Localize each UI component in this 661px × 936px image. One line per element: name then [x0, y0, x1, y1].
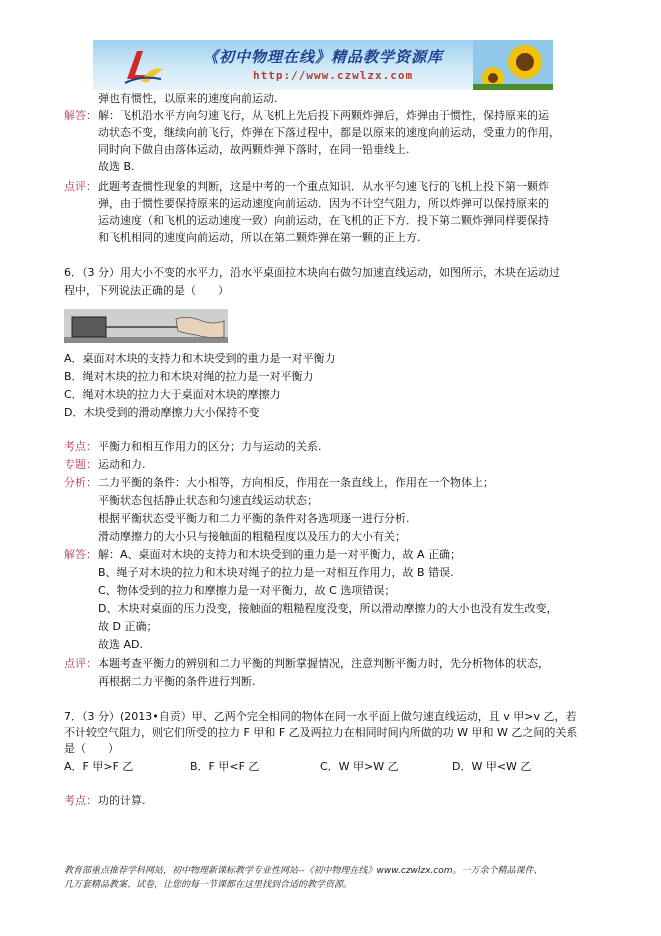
q5-review-line: 和飞机相同的速度向前运动，所以在第二颗炸弹在第一颗的正上方. — [98, 231, 421, 244]
q6-jieda-line: C、物体受到的拉力和摩擦力是一对平衡力，故 C 选项错误； — [98, 584, 396, 597]
footer-line: 教育部重点推荐学科网站，初中物理新课标教学专业性网站--《初中物理在线》www.czwlzx.com。一万余个精品课件、 — [64, 866, 543, 876]
q7-option-a: A．F 甲>F 乙 — [64, 760, 134, 773]
banner-url[interactable]: http://www.czwlzx.com — [253, 69, 414, 82]
header-banner — [93, 40, 553, 90]
q6-kaodian: 平衡力和相互作用力的区分；力与运动的关系. — [98, 440, 322, 453]
q5-review-label: 点评： — [64, 180, 97, 193]
q6-fenxi-label: 分析： — [64, 476, 97, 489]
q5-review-line: 弹，由于惯性要保持原来的运动速度向前运动．因为不计空气阻力，所以炸弹可以保持原来的 — [98, 197, 549, 210]
q7-option-d: D．W 甲<W 乙 — [452, 760, 532, 773]
q6-jieda-line: D、木块对桌面的压力没变，接触面的粗糙程度没变，所以滑动摩擦力的大小也没有发生改变， — [98, 602, 558, 615]
q5-answer-line: 解：飞机沿水平方向匀速飞行，从飞机上先后投下两颗炸弹后，炸弹由于惯性，保持原来的运 — [98, 109, 549, 122]
q5-answer-line: 同时向下做自由落体运动，故两颗炸弹下落时，在同一铅垂线上. — [98, 143, 410, 156]
q6-fenxi-line: 根据平衡状态受平衡力和二力平衡的条件对各选项逐一进行分析. — [98, 512, 410, 525]
q6-jieda-line: 故选 AD. — [98, 638, 143, 651]
q6-kaodian-label: 考点： — [64, 440, 97, 453]
q6-jieda-line: 故 D 正确； — [98, 620, 158, 633]
q5-review-line: 运动速度（和飞机的运动速度一致）向前运动，在飞机的正下方．投下第二颗炸弹同样要保持 — [98, 214, 549, 227]
q5-answer-line: 动状态不变，继续向前飞行，炸弹在下落过程中，都是以原来的速度向前运动，受重力的作用， — [98, 126, 560, 139]
q6-dianping-line: 再根据二力平衡的条件进行判断. — [98, 675, 256, 688]
site-logo-icon — [121, 45, 165, 85]
pulling-block-figure — [64, 309, 228, 343]
q6-stem-line: 6．（3 分）用大小不变的水平力，沿水平桌面拉木块向右做匀加速直线运动，如图所示，木块在运动过 — [64, 266, 560, 279]
q7-kaodian: 功的计算. — [98, 794, 146, 807]
q6-zhuanti: 运动和力. — [98, 458, 146, 471]
q6-option-a: A．桌面对木块的支持力和木块受到的重力是一对平衡力 — [64, 352, 336, 365]
q7-stem-line: 不计较空气阻力，则它们所受的拉力 F 甲和 F 乙及两拉力在相同时间内所做的功 W 甲和 W 乙之间的关系 — [64, 726, 578, 739]
q6-zhuanti-label: 专题： — [64, 458, 97, 471]
q5-answer-line: 故选 B. — [98, 160, 135, 173]
q7-kaodian-label: 考点： — [64, 794, 97, 807]
q6-jieda-line: 解：A、桌面对木块的支持力和木块受到的重力是一对平衡力，故 A 正确； — [98, 548, 462, 561]
q6-jieda-line: B、绳子对木块的拉力和木块对绳子的拉力是一对相互作用力，故 B 错误. — [98, 566, 454, 579]
q6-option-d: D．木块受到的滑动摩擦力大小保持不变 — [64, 406, 260, 419]
q6-dianping-label: 点评： — [64, 657, 97, 670]
sunflower-icon — [473, 40, 553, 90]
q6-fenxi-line: 平衡状态包括静止状态和匀速直线运动状态； — [98, 494, 318, 507]
q7-option-b: B．F 甲<F 乙 — [190, 760, 260, 773]
q5-answer-label: 解答： — [64, 109, 97, 122]
q7-stem-line: 是（ ） — [64, 742, 119, 755]
q6-option-b: B．绳对木块的拉力和木块对绳的拉力是一对平衡力 — [64, 370, 314, 383]
q7-stem-line: 7．（3 分）(2013•自贡）甲、乙两个完全相同的物体在同一水平面上做匀速直线运动，且 v 甲>v 乙，若 — [64, 710, 577, 723]
q5-review-line: 此题考查惯性现象的判断，这是中考的一个重点知识．从水平匀速飞行的飞机上投下第一颗炸 — [98, 180, 549, 193]
q6-dianping-line: 本题考查平衡力的辨别和二力平衡的判断掌握情况，注意判断平衡力时，先分析物体的状态， — [98, 657, 549, 670]
banner-title: 《初中物理在线》精品教学资源库 — [203, 48, 444, 66]
q5-continued-line: 弹也有惯性，以原来的速度向前运动. — [98, 92, 278, 105]
q6-jieda-label: 解答： — [64, 548, 97, 561]
q6-stem-line: 程中，下列说法正确的是（ ） — [64, 284, 229, 297]
footer-line: 几万套精品教案、试卷，让您的每一节课都在这里找到合适的教学资源。 — [64, 880, 353, 890]
q7-option-c: C．W 甲>W 乙 — [320, 760, 399, 773]
q6-fenxi-line: 滑动摩擦力的大小只与接触面的粗糙程度以及压力的大小有关； — [98, 530, 406, 543]
q6-fenxi-line: 二力平衡的条件：大小相等，方向相反，作用在一条直线上，作用在一个物体上； — [98, 476, 494, 489]
q6-option-c: C．绳对木块的拉力大于桌面对木块的摩擦力 — [64, 388, 281, 401]
page-footer — [64, 864, 604, 892]
